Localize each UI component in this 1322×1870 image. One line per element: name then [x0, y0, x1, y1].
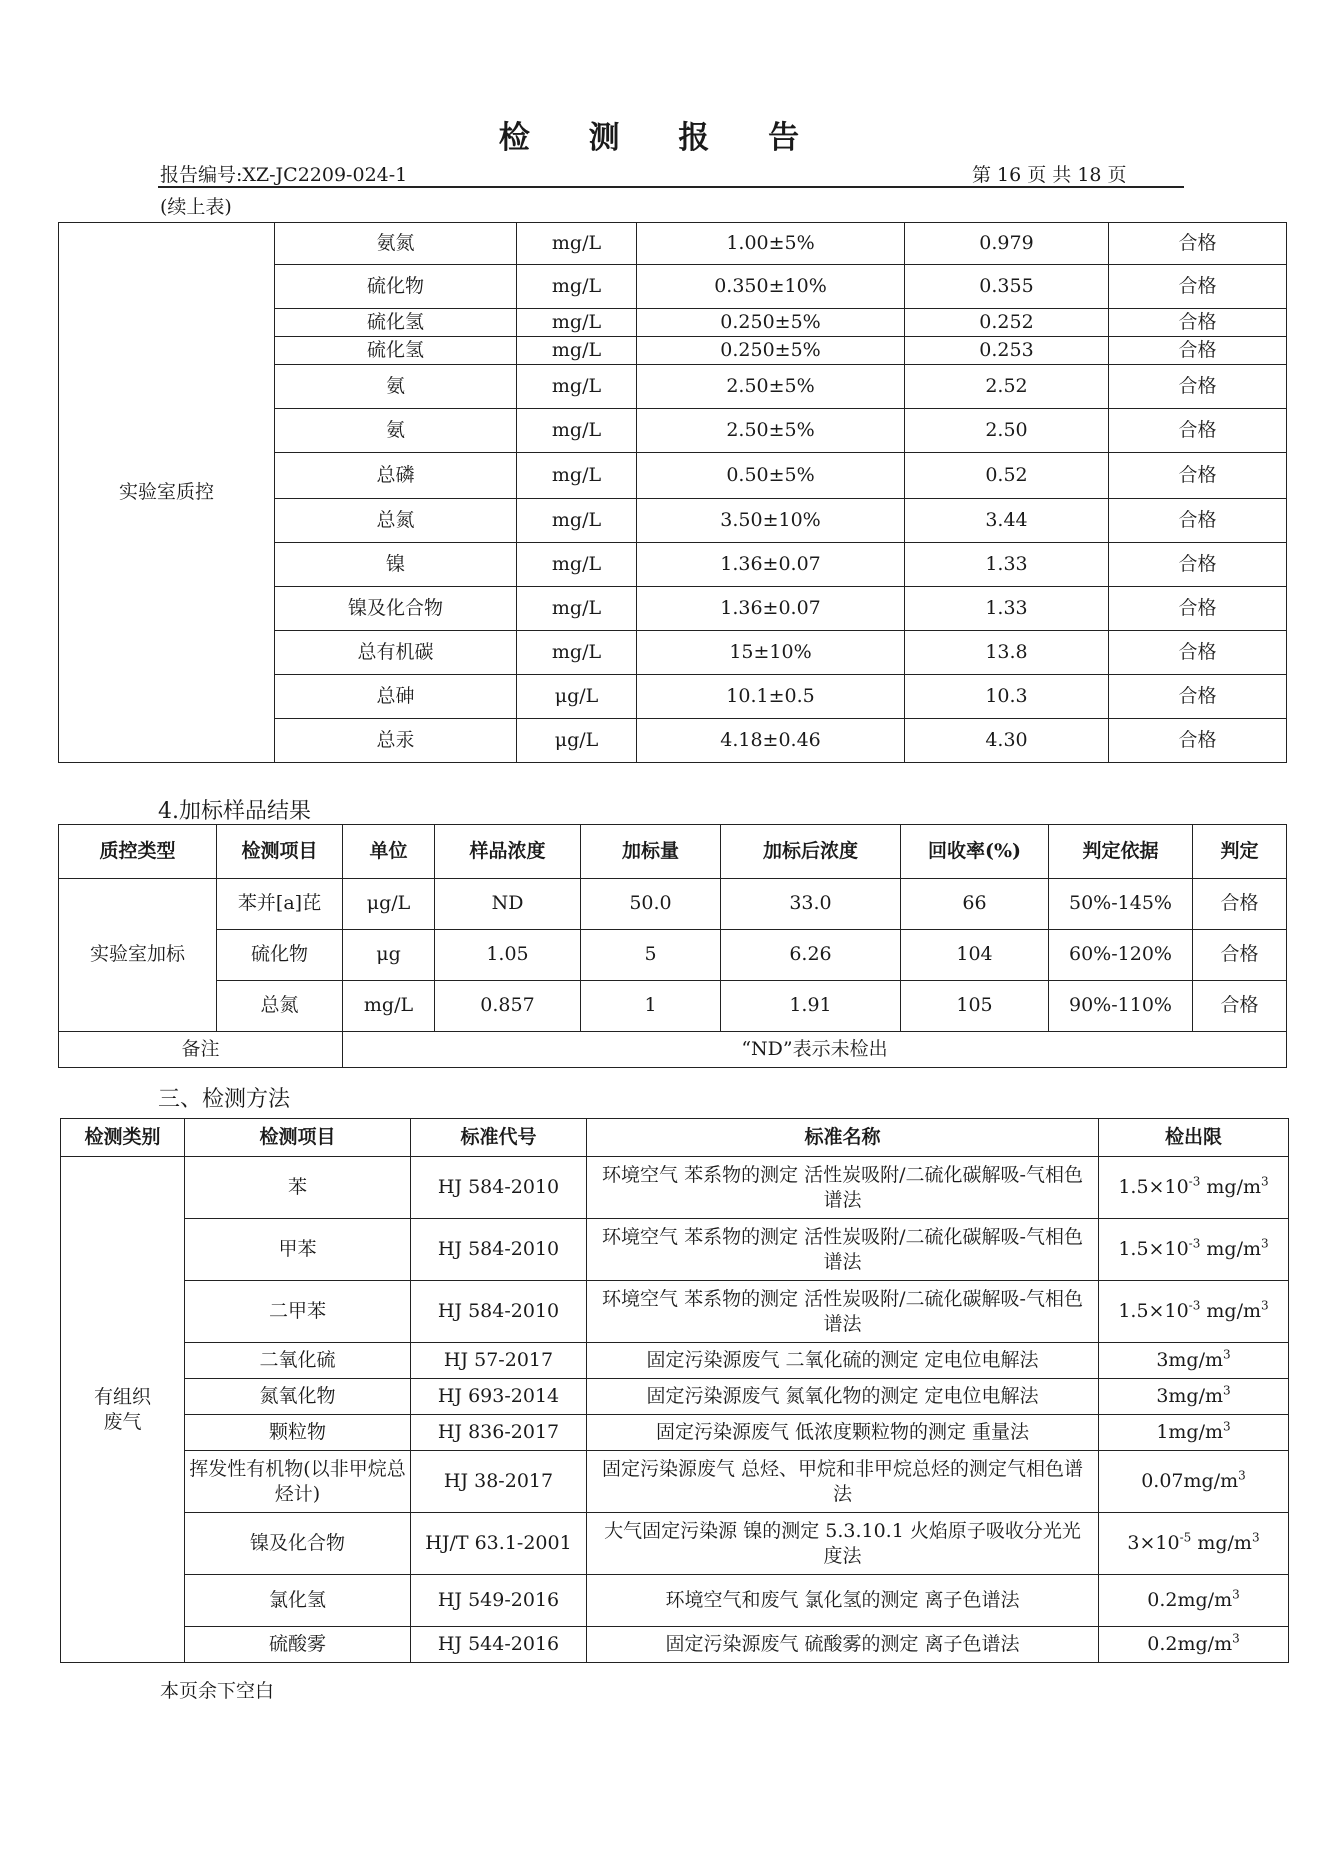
method-table — [60, 1118, 1289, 1663]
table-row — [61, 1343, 1289, 1379]
method-code: HJ 584-2010 — [411, 1219, 587, 1281]
qc-table — [58, 222, 1287, 763]
method-limit-unit: mg/m — [1200, 1176, 1262, 1199]
method-name: 大气固定污染源 镍的测定 5.3.10.1 火焰原子吸收分光光度法 — [587, 1513, 1099, 1575]
qc-standard: 0.250±5% — [637, 309, 905, 337]
qc-result: 合格 — [1109, 365, 1287, 409]
qc-unit: mg/L — [517, 265, 637, 309]
qc-measured: 2.50 — [905, 409, 1109, 453]
spike-spike: 1 — [581, 981, 721, 1032]
qc-measured: 0.979 — [905, 223, 1109, 265]
table-row — [61, 1415, 1289, 1451]
method-category-line1: 有组织 — [93, 1385, 151, 1408]
method-item: 甲苯 — [185, 1219, 411, 1281]
method-name: 环境空气 苯系物的测定 活性炭吸附/二硫化碳解吸-气相色谱法 — [587, 1281, 1099, 1343]
method-limit: 1.5×10 — [1118, 1238, 1189, 1261]
method-name: 环境空气 苯系物的测定 活性炭吸附/二硫化碳解吸-气相色谱法 — [587, 1157, 1099, 1219]
qc-unit: mg/L — [517, 337, 637, 365]
method-category — [61, 1157, 185, 1663]
method-name: 环境空气 苯系物的测定 活性炭吸附/二硫化碳解吸-气相色谱法 — [587, 1219, 1099, 1281]
method-limit: 0.2mg/m — [1147, 1633, 1233, 1656]
spike-result: 合格 — [1193, 930, 1287, 981]
method-limit — [1099, 1343, 1289, 1379]
method-header: 检出限 — [1099, 1119, 1289, 1157]
qc-measured: 10.3 — [905, 675, 1109, 719]
spike-unit: μg — [343, 930, 435, 981]
qc-result: 合格 — [1109, 265, 1287, 309]
spike-table — [58, 824, 1287, 1068]
method-item: 二氧化硫 — [185, 1343, 411, 1379]
qc-unit: μg/L — [517, 675, 637, 719]
remark-label: 备注 — [59, 1032, 343, 1068]
method-code: HJ 57-2017 — [411, 1343, 587, 1379]
method-limit-exp: 3 — [1232, 1631, 1240, 1646]
spike-basis: 60%-120% — [1049, 930, 1193, 981]
spike-after: 33.0 — [721, 879, 901, 930]
method-name: 固定污染源废气 氮氧化物的测定 定电位电解法 — [587, 1379, 1099, 1415]
report-number-value: XZ-JC2209-024-1 — [242, 164, 408, 186]
method-code: HJ 544-2016 — [411, 1627, 587, 1663]
spike-header: 单位 — [343, 825, 435, 879]
method-limit-unit: mg/m — [1191, 1532, 1252, 1555]
method-name: 环境空气和废气 氯化氢的测定 离子色谱法 — [587, 1575, 1099, 1627]
method-name: 固定污染源废气 硫酸雾的测定 离子色谱法 — [587, 1627, 1099, 1663]
spike-header: 加标后浓度 — [721, 825, 901, 879]
qc-result: 合格 — [1109, 223, 1287, 265]
method-limit-unit: mg/m — [1200, 1300, 1262, 1323]
spike-basis: 90%-110% — [1049, 981, 1193, 1032]
method-limit — [1099, 1281, 1289, 1343]
method-limit — [1099, 1575, 1289, 1627]
qc-item: 镍 — [275, 543, 517, 587]
method-limit-exp: -5 — [1179, 1530, 1192, 1545]
spike-recovery: 105 — [901, 981, 1049, 1032]
qc-unit: mg/L — [517, 499, 637, 543]
spike-unit: μg/L — [343, 879, 435, 930]
qc-result: 合格 — [1109, 453, 1287, 499]
spike-header: 回收率(%) — [901, 825, 1049, 879]
qc-result: 合格 — [1109, 675, 1287, 719]
table-row — [61, 1157, 1289, 1219]
method-item: 氯化氢 — [185, 1575, 411, 1627]
method-limit-exp: -3 — [1188, 1298, 1201, 1313]
method-limit — [1099, 1415, 1289, 1451]
method-limit: 0.07mg/m — [1141, 1470, 1239, 1493]
qc-measured: 1.33 — [905, 587, 1109, 631]
spike-sample: 0.857 — [435, 981, 581, 1032]
method-item: 二甲苯 — [185, 1281, 411, 1343]
spike-result: 合格 — [1193, 879, 1287, 930]
method-limit-exp: 3 — [1238, 1468, 1246, 1483]
qc-standard: 2.50±5% — [637, 409, 905, 453]
table-row — [61, 1627, 1289, 1663]
method-limit: 3×10 — [1127, 1532, 1180, 1555]
qc-measured: 0.52 — [905, 453, 1109, 499]
method-code: HJ 584-2010 — [411, 1281, 587, 1343]
qc-item: 氨 — [275, 409, 517, 453]
method-limit-unit-exp: 3 — [1261, 1298, 1269, 1313]
method-limit-unit-exp: 3 — [1261, 1236, 1269, 1251]
qc-item: 总汞 — [275, 719, 517, 763]
continued-label: (续上表) — [160, 196, 232, 218]
spike-header: 检测项目 — [217, 825, 343, 879]
qc-measured: 3.44 — [905, 499, 1109, 543]
method-header: 标准名称 — [587, 1119, 1099, 1157]
method-name: 固定污染源废气 总烃、甲烷和非甲烷总烃的测定气相色谱法 — [587, 1451, 1099, 1513]
qc-standard: 0.50±5% — [637, 453, 905, 499]
qc-measured: 0.253 — [905, 337, 1109, 365]
method-name: 固定污染源废气 低浓度颗粒物的测定 重量法 — [587, 1415, 1099, 1451]
report-number-label: 报告编号: — [160, 164, 243, 186]
method-code: HJ 584-2010 — [411, 1157, 587, 1219]
method-item: 氮氧化物 — [185, 1379, 411, 1415]
page-info: 第 16 页 共 18 页 — [972, 164, 1127, 186]
qc-standard: 0.250±5% — [637, 337, 905, 365]
spike-item: 总氮 — [217, 981, 343, 1032]
table-row — [61, 1281, 1289, 1343]
qc-result: 合格 — [1109, 337, 1287, 365]
qc-item: 硫化氢 — [275, 337, 517, 365]
qc-result: 合格 — [1109, 631, 1287, 675]
qc-item: 氨氮 — [275, 223, 517, 265]
spike-section-title: 4.加标样品结果 — [158, 799, 311, 824]
table-row — [59, 981, 1287, 1032]
method-name: 固定污染源废气 二氧化硫的测定 定电位电解法 — [587, 1343, 1099, 1379]
qc-measured: 0.252 — [905, 309, 1109, 337]
method-limit-exp: 3 — [1232, 1587, 1240, 1602]
method-code: HJ/T 63.1-2001 — [411, 1513, 587, 1575]
table-row — [61, 1379, 1289, 1415]
table-row — [59, 930, 1287, 981]
spike-after: 6.26 — [721, 930, 901, 981]
method-header: 检测类别 — [61, 1119, 185, 1157]
method-code: HJ 836-2017 — [411, 1415, 587, 1451]
method-limit-exp: 3 — [1223, 1347, 1231, 1362]
method-limit — [1099, 1379, 1289, 1415]
qc-standard: 10.1±0.5 — [637, 675, 905, 719]
spike-after: 1.91 — [721, 981, 901, 1032]
method-limit — [1099, 1219, 1289, 1281]
qc-item: 总砷 — [275, 675, 517, 719]
qc-unit: mg/L — [517, 309, 637, 337]
spike-sample: ND — [435, 879, 581, 930]
qc-standard: 1.36±0.07 — [637, 543, 905, 587]
spike-basis: 50%-145% — [1049, 879, 1193, 930]
qc-measured: 13.8 — [905, 631, 1109, 675]
method-limit-unit: mg/m — [1200, 1238, 1262, 1261]
spike-header: 判定依据 — [1049, 825, 1193, 879]
qc-standard: 1.00±5% — [637, 223, 905, 265]
method-limit — [1099, 1627, 1289, 1663]
qc-unit: mg/L — [517, 543, 637, 587]
qc-standard: 1.36±0.07 — [637, 587, 905, 631]
spike-spike: 5 — [581, 930, 721, 981]
qc-item: 总有机碳 — [275, 631, 517, 675]
spike-item: 硫化物 — [217, 930, 343, 981]
qc-item: 镍及化合物 — [275, 587, 517, 631]
qc-standard: 3.50±10% — [637, 499, 905, 543]
spike-spike: 50.0 — [581, 879, 721, 930]
qc-unit: mg/L — [517, 631, 637, 675]
qc-unit: μg/L — [517, 719, 637, 763]
qc-item: 硫化物 — [275, 265, 517, 309]
method-limit — [1099, 1513, 1289, 1575]
method-limit-exp: 3 — [1223, 1419, 1231, 1434]
qc-result: 合格 — [1109, 587, 1287, 631]
method-section-title: 三、检测方法 — [158, 1087, 291, 1112]
qc-standard: 0.350±10% — [637, 265, 905, 309]
spike-result: 合格 — [1193, 981, 1287, 1032]
method-limit: 1.5×10 — [1118, 1300, 1189, 1323]
method-limit: 1.5×10 — [1118, 1176, 1189, 1199]
spike-header: 质控类型 — [59, 825, 217, 879]
method-limit-exp: 3 — [1223, 1383, 1231, 1398]
method-item: 颗粒物 — [185, 1415, 411, 1451]
method-category-line2: 废气 — [103, 1410, 142, 1433]
spike-header: 加标量 — [581, 825, 721, 879]
spike-header: 判定 — [1193, 825, 1287, 879]
method-item: 镍及化合物 — [185, 1513, 411, 1575]
method-limit: 3mg/m — [1156, 1349, 1224, 1372]
method-limit: 3mg/m — [1156, 1385, 1224, 1408]
method-limit: 1mg/m — [1156, 1421, 1224, 1444]
qc-standard: 2.50±5% — [637, 365, 905, 409]
method-item: 硫酸雾 — [185, 1627, 411, 1663]
remark-row — [59, 1032, 1287, 1068]
spike-recovery: 66 — [901, 879, 1049, 930]
spike-header: 样品浓度 — [435, 825, 581, 879]
qc-item: 总磷 — [275, 453, 517, 499]
qc-standard: 4.18±0.46 — [637, 719, 905, 763]
spike-item: 苯并[a]芘 — [217, 879, 343, 930]
end-note: 本页余下空白 — [160, 1680, 275, 1702]
remark-text: “ND”表示未检出 — [343, 1032, 1287, 1068]
spike-recovery: 104 — [901, 930, 1049, 981]
qc-unit: mg/L — [517, 365, 637, 409]
method-limit — [1099, 1157, 1289, 1219]
qc-item: 总氮 — [275, 499, 517, 543]
table-row — [59, 223, 1287, 265]
method-header: 检测项目 — [185, 1119, 411, 1157]
method-code: HJ 549-2016 — [411, 1575, 587, 1627]
qc-result: 合格 — [1109, 543, 1287, 587]
table-row — [61, 1451, 1289, 1513]
qc-result: 合格 — [1109, 499, 1287, 543]
qc-group-label: 实验室质控 — [59, 223, 275, 763]
method-item: 苯 — [185, 1157, 411, 1219]
method-limit — [1099, 1451, 1289, 1513]
method-limit-unit-exp: 3 — [1251, 1530, 1260, 1545]
report-number — [160, 160, 407, 187]
method-header: 标准代号 — [411, 1119, 587, 1157]
method-limit-exp: -3 — [1188, 1236, 1201, 1251]
qc-unit: mg/L — [517, 409, 637, 453]
qc-unit: mg/L — [517, 587, 637, 631]
qc-unit: mg/L — [517, 223, 637, 265]
table-row — [61, 1575, 1289, 1627]
qc-measured: 1.33 — [905, 543, 1109, 587]
method-limit-unit-exp: 3 — [1261, 1174, 1269, 1189]
qc-standard: 15±10% — [637, 631, 905, 675]
spike-unit: mg/L — [343, 981, 435, 1032]
qc-measured: 4.30 — [905, 719, 1109, 763]
method-code: HJ 693-2014 — [411, 1379, 587, 1415]
qc-result: 合格 — [1109, 409, 1287, 453]
method-limit-exp: -3 — [1188, 1174, 1201, 1189]
header-divider — [158, 186, 1184, 188]
qc-measured: 0.355 — [905, 265, 1109, 309]
table-row — [59, 879, 1287, 930]
method-limit: 0.2mg/m — [1147, 1589, 1233, 1612]
qc-unit: mg/L — [517, 453, 637, 499]
qc-result: 合格 — [1109, 309, 1287, 337]
spike-group-label: 实验室加标 — [59, 879, 217, 1032]
table-row — [61, 1513, 1289, 1575]
page-title: 检 测 报 告 — [498, 120, 824, 156]
qc-measured: 2.52 — [905, 365, 1109, 409]
method-item: 挥发性有机物(以非甲烷总烃计) — [185, 1451, 411, 1513]
method-code: HJ 38-2017 — [411, 1451, 587, 1513]
qc-result: 合格 — [1109, 719, 1287, 763]
qc-item: 氨 — [275, 365, 517, 409]
table-row — [61, 1219, 1289, 1281]
spike-sample: 1.05 — [435, 930, 581, 981]
qc-item: 硫化氢 — [275, 309, 517, 337]
